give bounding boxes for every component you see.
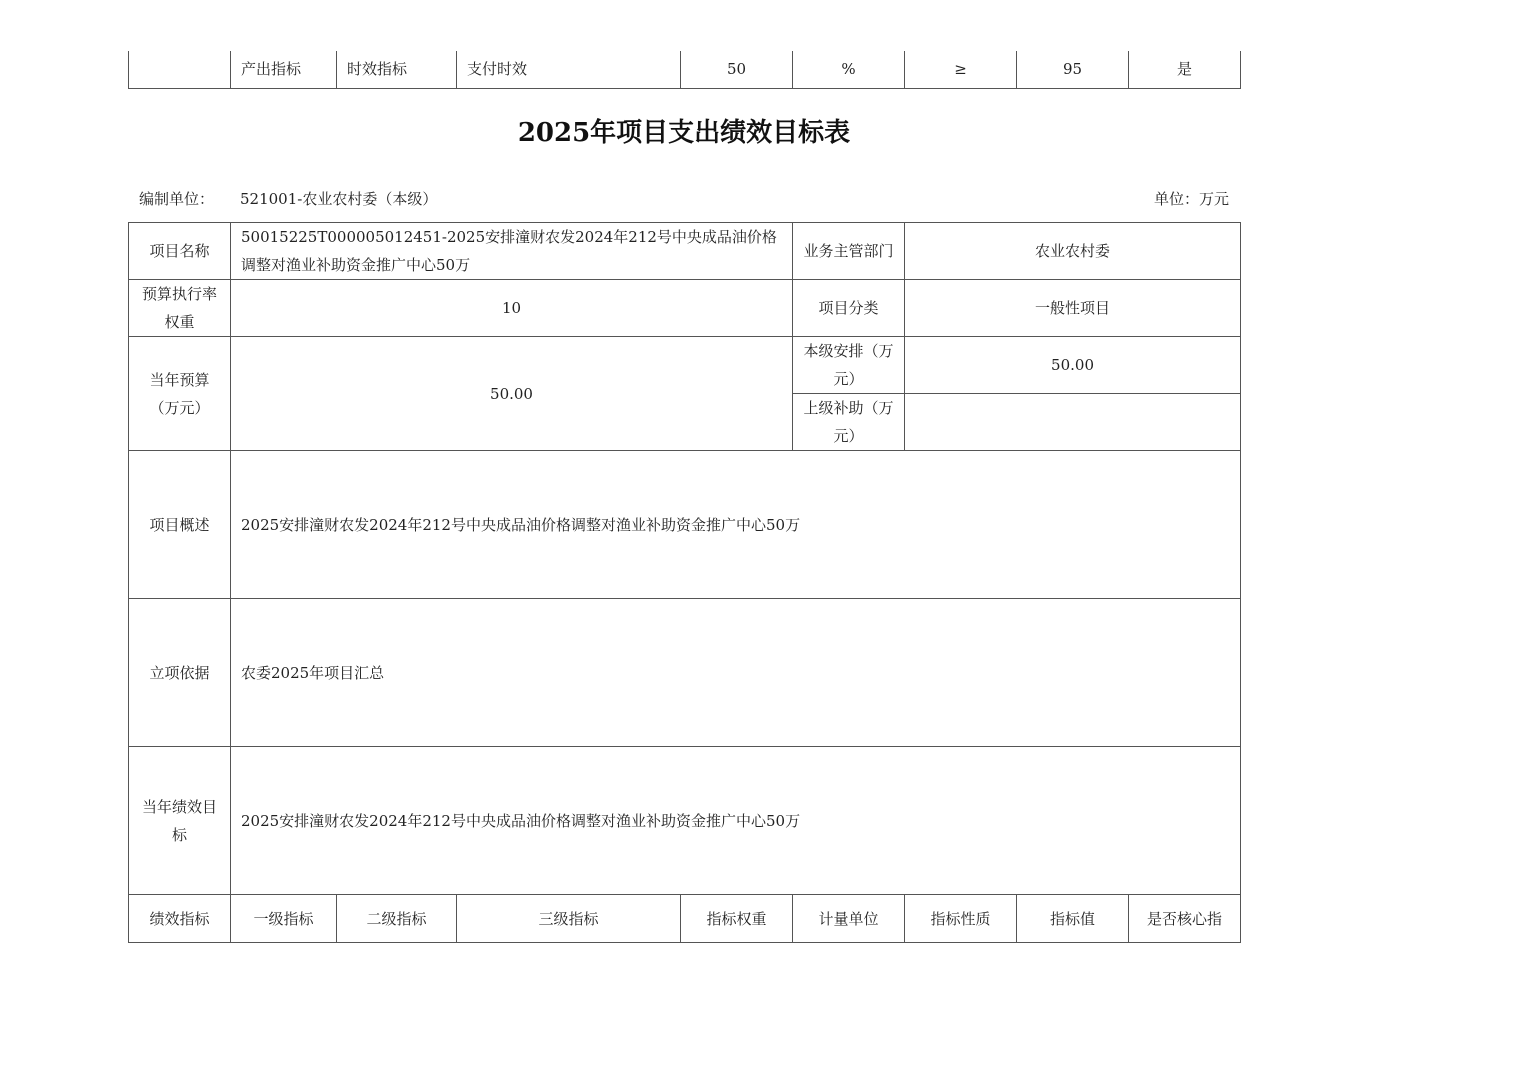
project-name-value: 50015225T000005012451-2025安排潼财农发2024年212号中央成品油价格调整对渔业补助资金推广中心50万 xyxy=(231,223,793,280)
goal-value: 2025安排潼财农发2024年212号中央成品油价格调整对渔业补助资金推广中心50万 xyxy=(231,747,1241,895)
header-indicator: 绩效指标 xyxy=(129,895,231,943)
header-value: 指标值 xyxy=(1017,895,1129,943)
dept-label: 业务主管部门 xyxy=(793,223,905,280)
cell-level1: 产出指标 xyxy=(231,51,337,88)
previous-table-fragment xyxy=(128,51,1241,89)
dept-value: 农业农村委 xyxy=(905,223,1241,280)
money-unit: 单位：万元 xyxy=(1153,190,1229,208)
table-row xyxy=(129,747,1241,895)
cell-level3: 支付时效 xyxy=(457,51,681,88)
org-label: 编制单位： xyxy=(139,190,215,208)
cell-unit: % xyxy=(793,51,905,88)
header-weight: 指标权重 xyxy=(681,895,793,943)
exec-rate-value: 10 xyxy=(231,280,793,337)
upper-value xyxy=(905,394,1241,451)
budget-value: 50.00 xyxy=(231,337,793,451)
cell-blank xyxy=(129,51,231,88)
local-label: 本级安排（万元） xyxy=(793,337,905,394)
cell-core: 是 xyxy=(1129,51,1241,88)
table-row xyxy=(129,223,1241,280)
cell-level2: 时效指标 xyxy=(337,51,457,88)
table-row xyxy=(129,280,1241,337)
page-title: 2025年项目支出绩效目标表 xyxy=(517,118,851,148)
cell-weight: 50 xyxy=(681,51,793,88)
exec-rate-label: 预算执行率权重 xyxy=(129,280,231,337)
upper-label: 上级补助（万元） xyxy=(793,394,905,451)
goal-label: 当年绩效目标 xyxy=(129,747,231,895)
performance-goal-table xyxy=(128,222,1241,943)
header-core: 是否核心指 xyxy=(1129,895,1241,943)
cell-nature: ≥ xyxy=(905,51,1017,88)
header-unit: 计量单位 xyxy=(793,895,905,943)
table-row xyxy=(129,895,1241,943)
org-value: 521001-农业农村委（本级） xyxy=(240,190,438,208)
basis-label: 立项依据 xyxy=(129,599,231,747)
table-row xyxy=(129,451,1241,599)
table-row xyxy=(129,599,1241,747)
cell-value: 95 xyxy=(1017,51,1129,88)
header-level2: 二级指标 xyxy=(337,895,457,943)
budget-label: 当年预算（万元） xyxy=(129,337,231,451)
project-name-label: 项目名称 xyxy=(129,223,231,280)
overview-label: 项目概述 xyxy=(129,451,231,599)
header-nature: 指标性质 xyxy=(905,895,1017,943)
basis-value: 农委2025年项目汇总 xyxy=(231,599,1241,747)
category-value: 一般性项目 xyxy=(905,280,1241,337)
overview-value: 2025安排潼财农发2024年212号中央成品油价格调整对渔业补助资金推广中心50万 xyxy=(231,451,1241,599)
header-level3: 三级指标 xyxy=(457,895,681,943)
table-row xyxy=(129,51,1241,88)
local-value: 50.00 xyxy=(905,337,1241,394)
header-level1: 一级指标 xyxy=(231,895,337,943)
table-row xyxy=(129,337,1241,394)
category-label: 项目分类 xyxy=(793,280,905,337)
